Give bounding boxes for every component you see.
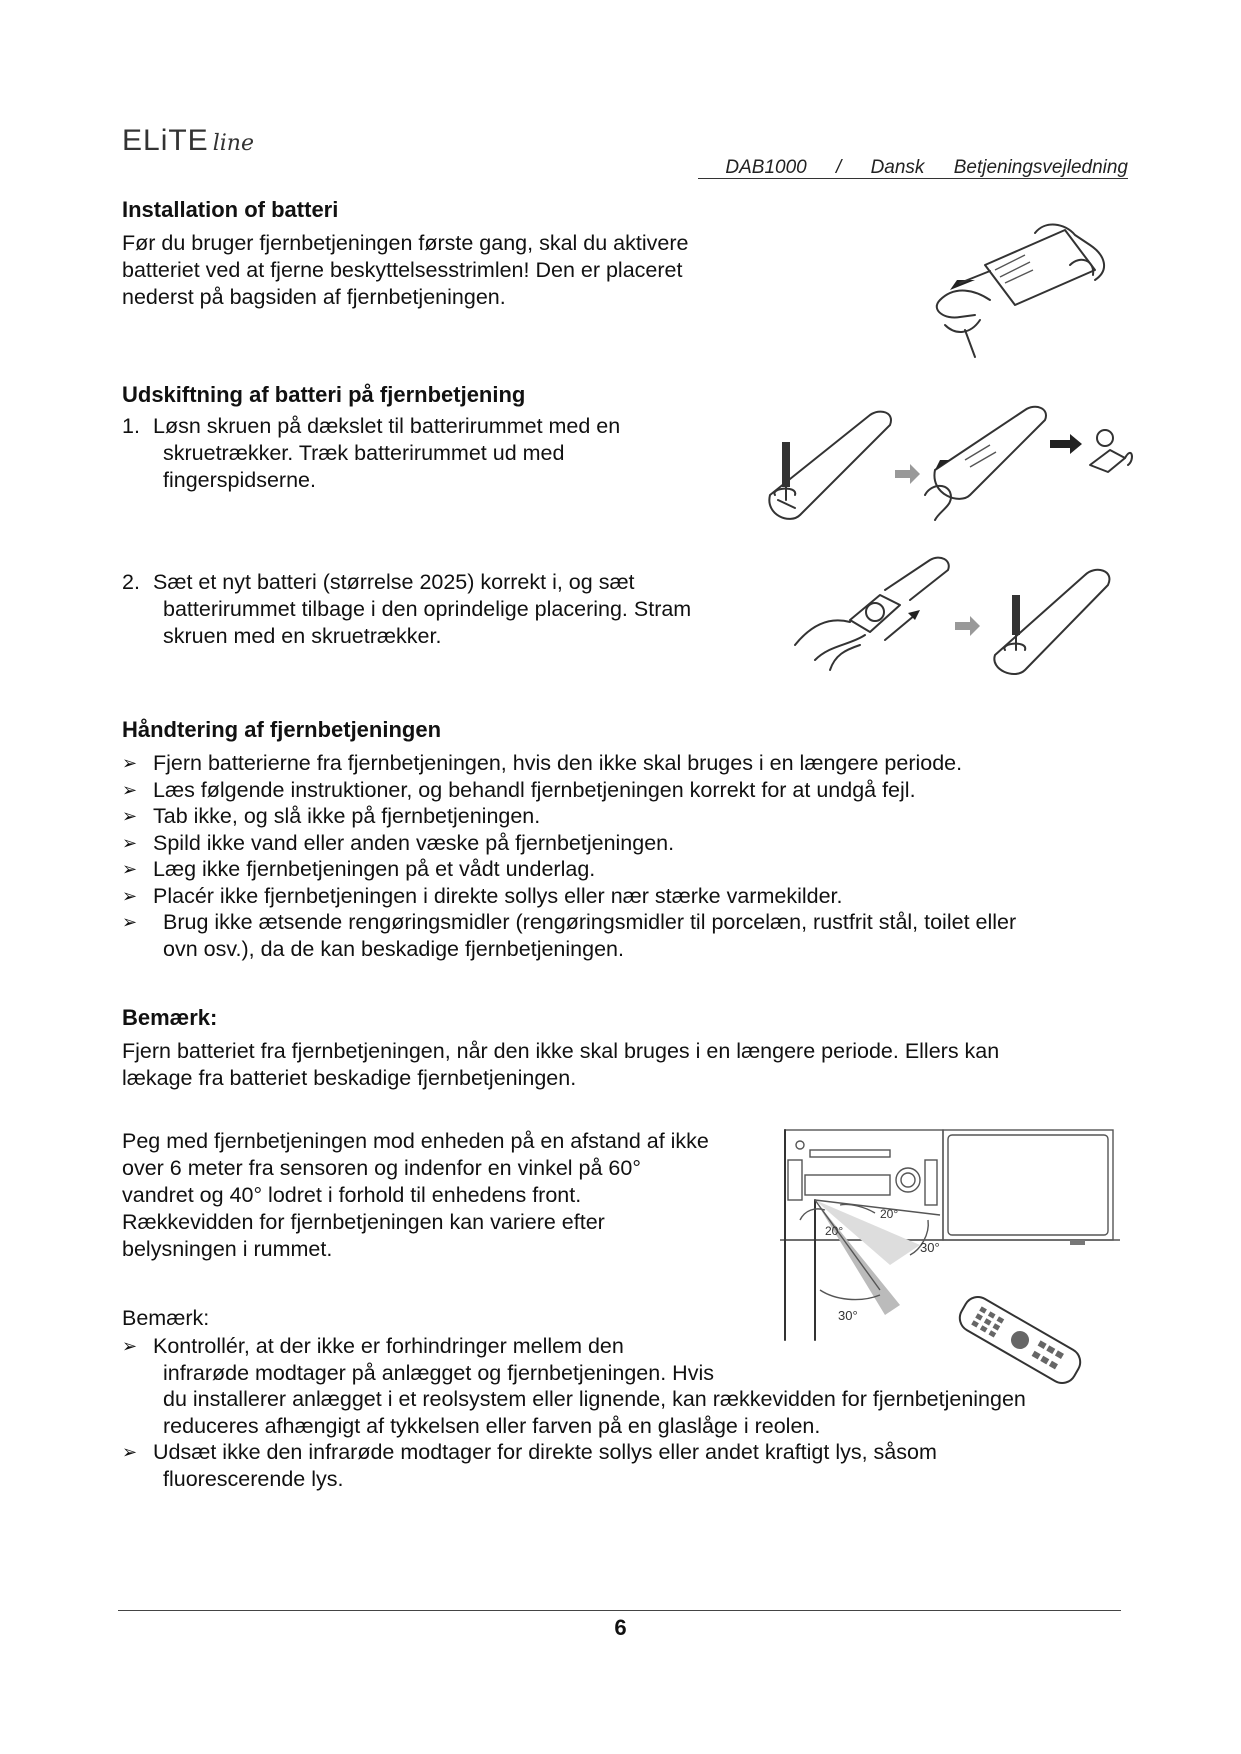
list-item-text: Placér ikke fjernbetjeningen i direkte sollys eller nær stærke varmekilder. <box>153 883 843 908</box>
note2-list <box>122 1333 1132 1492</box>
text-line: Før du bruger fjernbetjeningen første gang, skal du aktivere <box>122 231 689 255</box>
list-item-text: Spild ikke vand eller anden væske på fjernbetjeningen. <box>153 830 675 855</box>
step-text <box>122 413 742 494</box>
pull-strip-illustration <box>915 225 1115 365</box>
bullet-arrow-icon: ➢ <box>122 832 138 853</box>
remote-screw-back-illustration <box>994 570 1109 674</box>
unscrew-tray-illustration <box>760 400 1140 530</box>
header-separator: / <box>836 157 842 178</box>
handling-list <box>122 750 1122 962</box>
text-line: fingerspidserne. <box>163 468 316 492</box>
step-text <box>122 569 762 650</box>
list-item <box>122 750 1122 777</box>
ir-cone-illustration <box>800 1200 940 1315</box>
text-line: ovn osv.), da de kan beskadige fjernbetjeningen. <box>163 936 624 961</box>
brand-logo <box>122 124 272 164</box>
logo-text: ELiTE <box>122 124 209 157</box>
note-title: Bemærk: <box>122 1005 218 1030</box>
step-number: 1. <box>122 414 140 438</box>
text-line: reduceres afhængigt af tykkelsen eller farven på en glaslåge i reolen. <box>163 1413 821 1438</box>
bullet-arrow-icon: ➢ <box>122 779 138 800</box>
note-text <box>122 1038 999 1092</box>
text-line: skruen med en skruetrækker. <box>163 624 442 648</box>
angle-label: 20° <box>825 1224 844 1238</box>
hand-holding-remote-illustration <box>937 225 1104 357</box>
header-language: Dansk <box>870 157 925 178</box>
text-line: nederst på bagsiden af fjernbetjeningen. <box>122 285 506 309</box>
text-line: lækage fra batteriet beskadige fjernbetjeningen. <box>122 1066 577 1090</box>
bullet-arrow-icon: ➢ <box>122 806 138 826</box>
list-item <box>122 909 1122 962</box>
bullet-arrow-icon: ➢ <box>122 1442 138 1462</box>
text-line: fluorescerende lys. <box>163 1466 344 1491</box>
list-item <box>122 830 1122 857</box>
bullet-arrow-icon: ➢ <box>122 885 138 906</box>
installation-title: Installation of batteri <box>122 197 339 222</box>
angle-label: 30° <box>838 1308 858 1323</box>
text-line: du installerer anlægget i et reolsystem eller lignende, kan rækkevidden for fjernbetjeningen <box>163 1387 1026 1411</box>
bullet-arrow-icon: ➢ <box>122 1336 138 1356</box>
text-line: Brug ikke ætsende rengøringsmidler (rengøringsmidler til porcelæn, rustfrit stål, toilet eller <box>163 910 1017 934</box>
text-line: Udsæt ikke den infrarøde modtager for direkte sollys eller andet kraftigt lys, såsom <box>153 1440 937 1464</box>
note2-title: Bemærk: <box>122 1306 210 1330</box>
list-item <box>122 883 1122 910</box>
list-item-text: Læs følgende instruktioner, og behandl fjernbetjeningen korrekt for at undgå fejl. <box>153 777 916 802</box>
remote-tray-pulled-illustration <box>925 407 1046 520</box>
list-item <box>122 803 1122 830</box>
arrow-icon <box>955 616 980 636</box>
page-number: 6 <box>614 1615 627 1640</box>
text-line: skruetrækker. Træk batterirummet ud med <box>163 441 565 465</box>
bullet-arrow-icon: ➢ <box>122 753 138 773</box>
logo-script: line <box>212 131 254 156</box>
arrow-icon <box>895 464 920 484</box>
battery-tray-illustration <box>1090 430 1132 472</box>
list-item-text: Tab ikke, og slå ikke på fjernbetjeningen. <box>153 804 541 828</box>
hand-inserting-battery-illustration <box>795 558 949 670</box>
handling-title: Håndtering af fjernbetjeningen <box>122 717 442 742</box>
installation-text <box>122 230 688 311</box>
header-model: DAB1000 <box>725 157 807 178</box>
range-text <box>122 1128 709 1263</box>
list-item-text: Læg ikke fjernbetjeningen på et vådt underlag. <box>153 857 596 881</box>
bullet-arrow-icon: ➢ <box>122 912 138 932</box>
angle-label: 30° <box>920 1240 940 1255</box>
replacement-title: Udskiftning af batteri på fjernbetjening <box>122 382 526 407</box>
step-number: 2. <box>122 570 140 594</box>
list-item <box>122 856 1122 883</box>
angle-label: 20° <box>880 1207 899 1221</box>
text-line: Peg med fjernbetjeningen mod enheden på en afstand af ikke <box>122 1129 709 1153</box>
list-item <box>122 777 1122 804</box>
text-line: vandret og 40° lodret i forhold til enhedens front. <box>122 1183 582 1207</box>
text-line: Løsn skruen på dækslet til batterirummet med en <box>153 414 621 438</box>
text-line: over 6 meter fra sensoren og indenfor en vinkel på 60° <box>122 1156 641 1180</box>
insert-battery-illustration <box>790 550 1130 680</box>
header-doc-title: Betjeningsvejledning <box>953 157 1128 178</box>
text-line: Rækkevidden for fjernbetjeningen kan variere efter <box>122 1210 605 1234</box>
remote-with-screwdriver-illustration <box>769 412 891 519</box>
text-line: batteriet ved at fjerne beskyttelsesstrimlen! Den er placeret <box>122 258 683 282</box>
bullet-arrow-icon: ➢ <box>122 859 138 879</box>
text-line: batterirummet tilbage i den oprindelige placering. Stram <box>163 597 692 621</box>
header-rule <box>698 178 1128 179</box>
text-line: Kontrollér, at der ikke er forhindringer mellem den <box>153 1334 624 1358</box>
footer-rule <box>118 1610 1121 1611</box>
arrow-bold-icon <box>1050 434 1082 454</box>
list-item <box>122 1439 1132 1492</box>
replacement-step-1 <box>122 413 742 494</box>
list-item <box>122 1333 1132 1439</box>
running-header <box>725 157 1128 179</box>
replacement-step-2 <box>122 569 762 650</box>
text-line: Fjern batteriet fra fjernbetjeningen, når den ikke skal bruges i en længere periode. Ellers kan <box>122 1039 1000 1063</box>
text-line: belysningen i rummet. <box>122 1237 333 1261</box>
list-item-text: Fjern batterierne fra fjernbetjeningen, hvis den ikke skal bruges i en længere periode. <box>153 751 963 775</box>
text-line: infrarøde modtager på anlægget og fjernbetjeningen. Hvis <box>163 1360 714 1385</box>
text-line: Sæt et nyt batteri (størrelse 2025) korrekt i, og sæt <box>153 570 635 594</box>
